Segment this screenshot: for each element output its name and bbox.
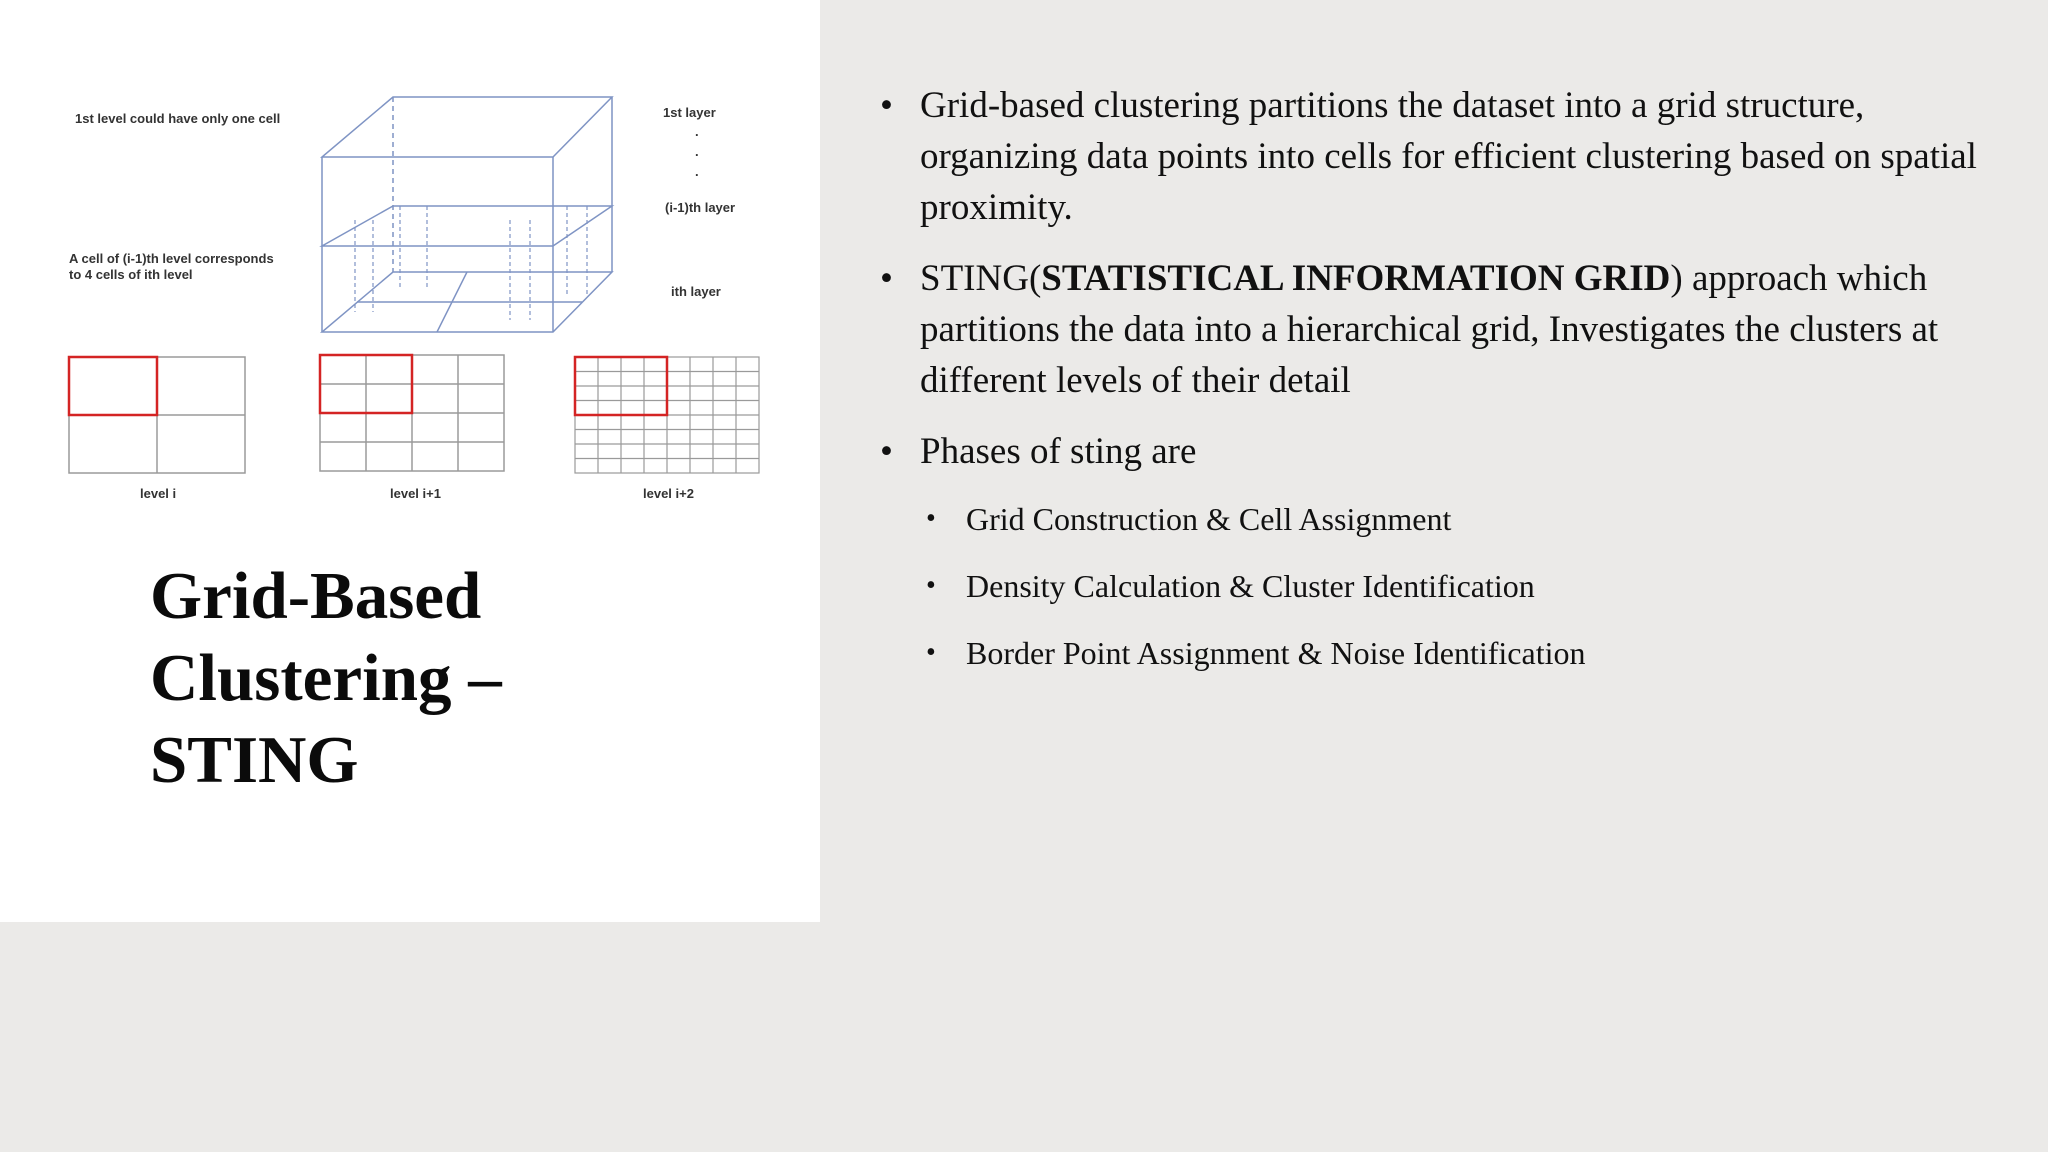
prev-layer-face <box>322 206 612 246</box>
left-panel <box>0 0 820 922</box>
level-i2-grid <box>575 357 759 473</box>
level-i-highlight <box>69 357 157 415</box>
inner-columns <box>355 206 587 320</box>
bullet-grid-based <box>880 80 2020 233</box>
sting-hierarchy-diagram <box>55 80 785 520</box>
bullet-sting-pre: STING( <box>920 258 1042 299</box>
title-line-2: Clustering – <box>150 641 502 715</box>
layer-dot-1: . <box>695 124 699 139</box>
sub-bullet-phase-1 <box>880 497 2020 541</box>
layer-dot-3: . <box>695 164 699 179</box>
side-note-line2: to 4 cells of ith level <box>69 267 193 282</box>
top-layer-face <box>322 97 612 157</box>
bullet-sting-bold: STATISTICAL INFORMATION GRID <box>1041 258 1671 299</box>
side-note-line1: A cell of (i-1)th level corresponds <box>69 251 274 266</box>
level-i-label: level i <box>140 486 177 501</box>
bullet-grid-based-text: Grid-based clustering partitions the dataset into a grid structure, organizing data points into cells for efficient clustering based on spatial proximity. <box>920 85 1977 228</box>
bullet-content <box>880 80 2020 698</box>
title-line-3: STING <box>150 723 359 797</box>
level-i-grid <box>69 357 245 473</box>
level-i1-label: level i+1 <box>390 486 441 501</box>
layer-prev-label: (i-1)th layer <box>665 200 736 215</box>
level-i1-grid <box>320 355 504 471</box>
layer-ith-label: ith layer <box>671 284 721 299</box>
layer-box <box>322 97 612 332</box>
level-i2-label: level i+2 <box>643 486 694 501</box>
bullet-phases-text: Phases of sting are <box>920 431 1197 472</box>
bullet-phases <box>880 426 2020 477</box>
sub-bullet-phase-2 <box>880 564 2020 608</box>
slide-title <box>150 555 770 801</box>
layer-first-label: 1st layer <box>663 105 716 120</box>
sub-bullet-phase-3 <box>880 631 2020 675</box>
bullet-sting-post: ) approach which partitions the data into a hierarchical grid, Investigates the clusters at different levels of their detail <box>920 258 1939 401</box>
top-note: 1st level could have only one cell <box>75 111 281 126</box>
bullet-sting <box>880 253 2020 406</box>
layer-dot-2: . <box>695 144 699 159</box>
sub-bullet-phase-3-text: Border Point Assignment & Noise Identification <box>966 635 1586 671</box>
title-line-1: Grid-Based <box>150 559 482 633</box>
sub-bullet-phase-1-text: Grid Construction & Cell Assignment <box>966 501 1452 537</box>
sub-bullet-phase-2-text: Density Calculation & Cluster Identification <box>966 568 1535 604</box>
